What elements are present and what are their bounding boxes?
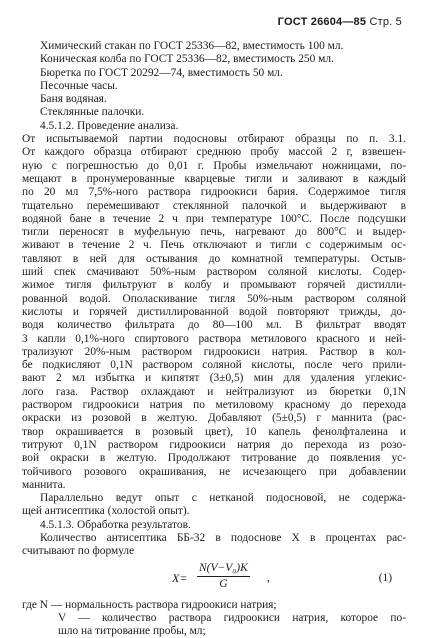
paragraph-line: трализуют 20%-ным раствором гидроокиси натрия. Раствор в кол- <box>22 345 406 358</box>
equipment-line: Стеклянные палочки. <box>40 106 145 119</box>
legend-line: где N — нормальность раствора гидроокиси натрия; <box>22 598 277 611</box>
paragraph-line: мещают в пронумерованные кварцевые тигли и заливают в каждый <box>22 172 406 185</box>
section-heading: 4.5.1.2. Проведение анализа. <box>40 119 179 132</box>
paragraph-line: жимое тигля фильтруют в колбу и промывают горячей дистилли- <box>22 279 406 292</box>
paragraph-line: бе подкисляют 0,1N раствором соляной кислоты, после чего прили- <box>22 359 406 372</box>
formula-lhs: X= <box>172 570 188 585</box>
paragraph-line: считывают по формуле <box>22 545 135 558</box>
paragraph-line: твор окрашивается в розовый цвет), 10 капель фенолфталеина и <box>22 425 406 438</box>
paragraph-line: раствором гидроокиси натрия по метиловому красному до перехода <box>22 399 406 412</box>
legend-line: V — количество раствора гидроокиси натрия, которое по- <box>58 611 406 624</box>
paragraph-line: водя количество фильтрата до 80—100 мл. В фильтрат вводят <box>22 319 406 332</box>
paragraph-line: живают в течение 2 ч. Печь отключают и тигли с содержимым ос- <box>22 239 406 252</box>
formula-comma: , <box>267 571 270 584</box>
equipment-line: Химический стакан по ГОСТ 25336—82, вместимость 100 мл. <box>40 40 344 52</box>
equipment-line: Коническая колба по ГОСТ 25336—82, вместимость 250 мл. <box>40 53 334 66</box>
legend-line: шло на титрование пробы, мл; <box>58 625 206 638</box>
paragraph-line: Количество антисептика ББ-32 в подосновe X в процентах рас- <box>40 531 406 544</box>
paragraph-line: тигли переносят в муфельную печь, нагревают до 800°С и выдер- <box>22 226 406 239</box>
formula-numerator: N(V−V₀)K <box>197 562 250 577</box>
paragraph-line: ную с погрешностью до 0,01 г. Пробы измельчают ножницами, по- <box>22 159 406 172</box>
formula-1 <box>22 561 406 597</box>
paragraph-line: 3 капли 0,1%-ного спиртового раствора метилового красного и ней- <box>22 332 406 345</box>
formula-denominator: G <box>219 577 228 590</box>
section-heading: 4.5.1.3. Обработка результатов. <box>40 518 191 531</box>
document-body <box>22 40 406 638</box>
paragraph-line: Параллельно ведут опыт с нетканой подосновой, не содержа- <box>40 492 406 505</box>
paragraph-line: водяной бане в течение 2 ч при температуре 100°С. После подсушки <box>22 212 406 225</box>
paragraph-line: От испытываемой партии подосновы отбирают образцы по п. 3.1. <box>22 133 406 146</box>
equipment-line: Бюретка по ГОСТ 20292—74, вместимость 50 мл. <box>40 66 283 79</box>
page-number: Стр. 5 <box>369 16 402 28</box>
paragraph-line: щей антисептика (холостой опыт). <box>22 505 190 518</box>
paragraph-line: тавляют в ней для остывания до комнатной температуры. Остыв- <box>22 252 406 265</box>
paragraph-line: по 20 мл 7,5%-ного раствора гидроокиси бария. Содержимое тигля <box>22 186 406 199</box>
standard-code: ГОСТ 26604—85 <box>277 16 367 28</box>
page-header <box>278 16 402 28</box>
equipment-line: Песочные часы. <box>40 79 118 92</box>
paragraph-line: титруют 0,1N раствором гидроокиси натрия до перехода из розо- <box>22 438 406 451</box>
equipment-line: Баня водяная. <box>40 93 107 106</box>
paragraph-line: От каждого образца отбирают среднюю пробу массой 2 г, взвешен- <box>22 146 406 159</box>
paragraph-line: окраски из розовой в желтую. Добавляют (5±0,5) г маннита (рас- <box>22 412 406 425</box>
paragraph-line: тщательно перемешивают стеклянной палочкой и выдерживают в <box>22 199 406 212</box>
equation-number: (1) <box>378 571 392 584</box>
paragraph-line: кислоты и горячей дистиллированной водой повторяют трижды, до- <box>22 305 406 318</box>
paragraph-line: вают 2 мл избытка и кипятят (3±0,5) мин для удаления углекис- <box>22 372 406 385</box>
formula-fraction <box>197 562 250 592</box>
paragraph-line: вой окраски в желтую. Продолжают титрование до появления ус- <box>22 452 406 465</box>
paragraph-line: тойчивого розового окрашивания, не исчезающего при добавлении <box>22 465 406 478</box>
paragraph-line: лого газа. Раствор охлаждают и нейтрализуют из бюретки 0,1N <box>22 385 406 398</box>
paragraph-line: рованной водой. Ополаскивание тигля 50%-ным раствором соляной <box>22 292 406 305</box>
paragraph-line: ший спек смачивают 50%-ным раствором соляной кислоты. Содер- <box>22 266 406 279</box>
paragraph-line: маннита. <box>22 478 66 491</box>
